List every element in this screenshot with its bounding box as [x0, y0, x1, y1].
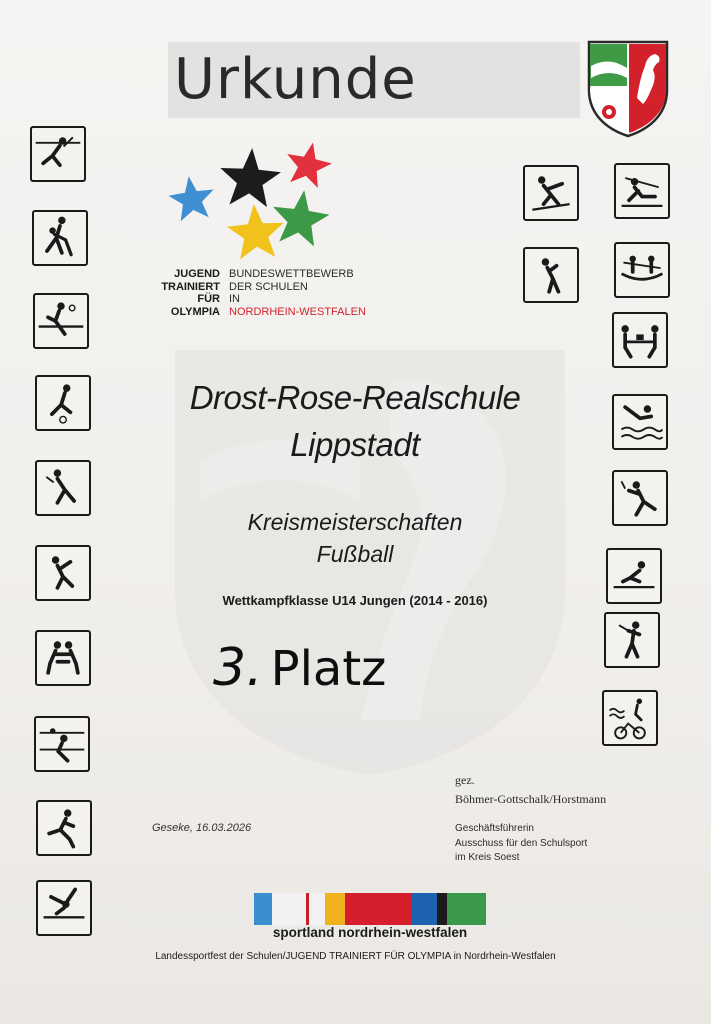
judo-icon [35, 630, 91, 686]
chess-icon [612, 312, 668, 368]
table-tennis-icon [33, 293, 89, 349]
competition-title: Kreismeisterschaften [247, 509, 463, 535]
green-star-icon [273, 190, 330, 246]
badminton-icon-2 [612, 470, 668, 526]
rugby-icon [606, 548, 662, 604]
triathlon-icon [602, 690, 658, 746]
gymnastics-icon [36, 880, 92, 936]
ski-icon [523, 165, 579, 221]
sportland-color-segment [437, 893, 447, 925]
sportland-color-segment [306, 893, 309, 925]
basketball-icon [32, 210, 88, 266]
sportland-color-segment [411, 893, 437, 925]
jtfo-logo-text: JUGEND TRAINIERT FÜR OLYMPIA [161, 268, 220, 318]
competition-sport: Fußball [316, 541, 394, 567]
blue-star-icon [168, 176, 213, 221]
sportland-text: sportland nordrhein-westfalen [272, 925, 468, 940]
badminton-icon [30, 126, 86, 182]
bundeswettbewerb-text: BUNDESWETTBEWERB DER SCHULEN IN NORDRHEIN-WESTFALEN [229, 268, 366, 318]
certificate-title: Urkunde [174, 47, 417, 112]
golf-icon [604, 612, 660, 668]
olympic-stars-logo [160, 138, 345, 273]
canoe-icon [614, 242, 670, 298]
sportland-color-segment [345, 893, 411, 925]
signature-names: Böhmer-Gottschalk/Horstmann [455, 792, 607, 806]
placement [213, 638, 387, 698]
football-icon [35, 375, 91, 431]
footer-text: Landessportfest der Schulen/JUGEND TRAINIERT FÜR OLYMPIA in Nordrhein-Westfalen [155, 951, 556, 962]
red-star-icon [287, 143, 332, 188]
black-star-icon [220, 148, 281, 207]
dance-icon [523, 247, 579, 303]
school-name: Drost-Rose-Realschule [189, 379, 521, 416]
sportland-color-segment [254, 893, 272, 925]
school-city: Lippstadt [290, 426, 420, 463]
sportland-color-segment [272, 893, 306, 925]
sportland-color-bar [254, 893, 486, 925]
sportland-color-segment [447, 893, 486, 925]
volleyball-icon [34, 716, 90, 772]
sportland-color-segment [325, 893, 345, 925]
place-and-date: Geseke, 16.03.2026 [152, 822, 252, 834]
placement-word: Platz [270, 641, 387, 697]
rowing-icon [614, 163, 670, 219]
placement-number: 3. [213, 638, 263, 698]
swimming-icon [612, 394, 668, 450]
age-class: Wettkampfklasse U14 Jungen (2014 - 2016) [222, 593, 488, 608]
tennis-icon [35, 460, 91, 516]
yellow-star-icon [227, 204, 284, 259]
signer-role: Geschäftsführerin Ausschuss für den Schulsport im Kreis Soest [455, 823, 588, 863]
nrw-crest-icon [585, 38, 671, 138]
athletics-icon [36, 800, 92, 856]
sportland-color-segment [309, 893, 325, 925]
signature-prefix: gez. [455, 773, 475, 787]
handball-icon [35, 545, 91, 601]
